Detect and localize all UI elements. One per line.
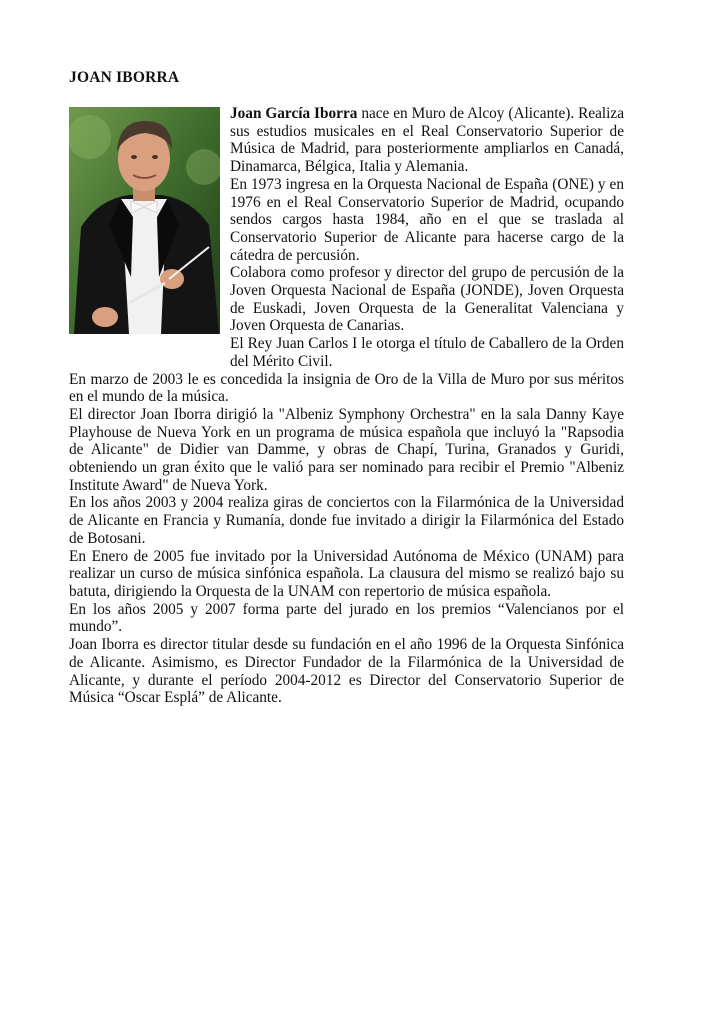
photo-wrap-spacer	[69, 105, 230, 354]
bio-paragraph: En marzo de 2003 le es concedida la insignia de Oro de la Villa de Muro por sus méritos en el mundo de la música.	[69, 370, 624, 406]
bio-paragraph: En Enero de 2005 fue invitado por la Universidad Autónoma de México (UNAM) para realizar un curso de música sinfónica española. La clausura del mismo se realizó bajo su batuta, dirigiendo la Orquesta de la UNAM con repertorio de música española.	[69, 547, 624, 600]
biography-text	[69, 105, 624, 707]
bio-paragraph: Joan Iborra es director titular desde su fundación en el año 1996 de la Orquesta Sinfónica de Alicante. Asimismo, es Director Fundador de la Filarmónica de la Universidad de Alicante, y durante el período 2004-2012 es Director del Conservatorio Superior de Música “Oscar Esplá” de Alicante.	[69, 636, 624, 707]
bio-paragraph: En los años 2005 y 2007 forma parte del jurado en los premios “Valencianos por el mundo”.	[69, 600, 624, 636]
bio-paragraph: Colabora como profesor y director del grupo de percusión de la Joven Orquesta Nacional de España (JONDE), Joven Orquesta de Euskadi, Joven Orquesta de la Generalitat Valenciana y Joven Orquesta de Canarias.	[230, 264, 624, 335]
bio-paragraph: El director Joan Iborra dirigió la "Albeniz Symphony Orchestra" en la sala Danny Kaye Playhouse de Nueva York en un programa de música española que incluyó la "Rapsodia de Alicante" de Didier van Damme, y obras de Chapí, Turina, Granados y Guridi, obteniendo un gran éxito que le valió para ser nominado para recibir el Premio "Albeniz Institute Award" de Nueva York.	[69, 405, 624, 494]
bio-paragraph: En 1973 ingresa en la Orquesta Nacional de España (ONE) y en 1976 en el Real Conservatorio Superior de Madrid, ocupando sendos cargos hasta 1984, año en el que se traslada al Conservatorio Superior de Alicante para hacerse cargo de la cátedra de percusión.	[230, 175, 624, 264]
subject-name: Joan García Iborra	[230, 105, 358, 122]
bio-paragraph: El Rey Juan Carlos I le otorga el título de Caballero de la Orden del Mérito Civil.	[230, 335, 624, 370]
paragraph-text: nace en Muro de Alcoy (Alicante). Realiza sus estudios musicales en el Real Conservatorio Superior de Música de Madrid, para posteriormente ampliarlos en Canadá, Dinamarca, Bélgica, Italia y Alemania.	[230, 105, 624, 176]
page-title: JOAN IBORRA	[69, 69, 180, 86]
bio-paragraph: En los años 2003 y 2004 realiza giras de conciertos con la Filarmónica de la Universidad de Alicante en Francia y Rumanía, donde fue invitado a dirigir la Filarmónica del Estado de Botosani.	[69, 494, 624, 547]
